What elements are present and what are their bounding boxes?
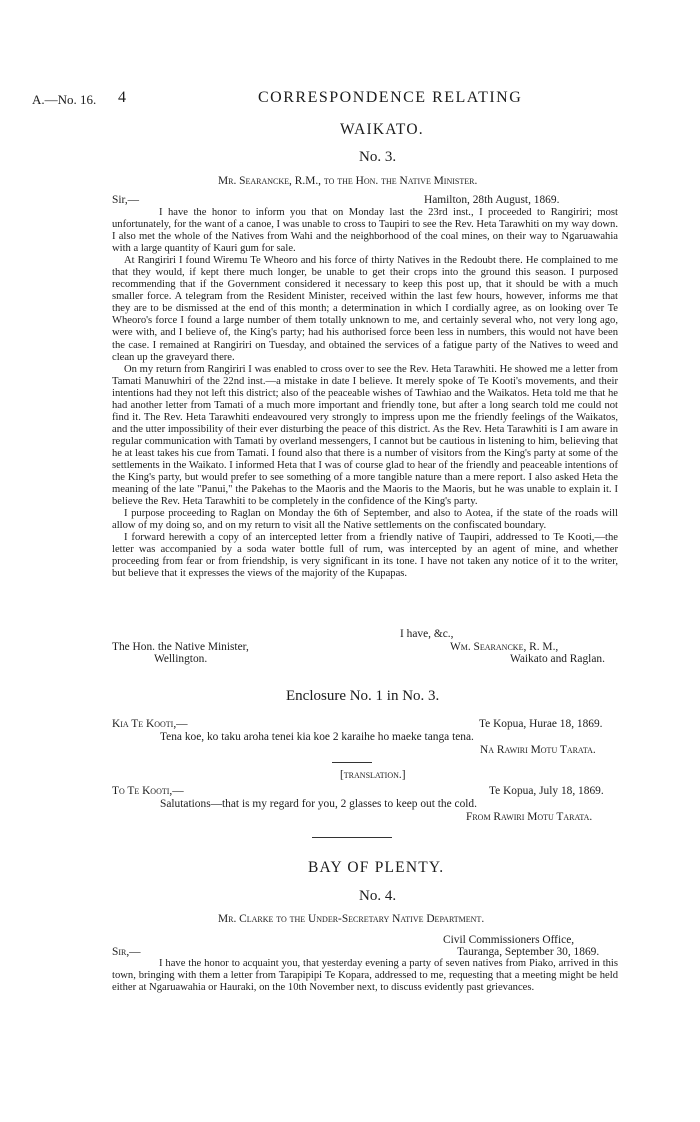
letter-heading-4: Mr. Clarke to the Under-Secretary Native Department. [218,913,485,925]
letter-heading-3: Mr. Searancke, R.M., to the Hon. the Native Minister. [218,175,478,187]
page-number: 4 [118,89,126,106]
salutation-4: Sir,— [112,946,141,958]
maori-body: Tena koe, ko taku aroha tenei kia koe 2 karaihe ho maeke tanga tena. [160,731,474,743]
document-reference: A.—No. 16. [32,92,97,107]
english-signature: From Rawiri Motu Tarata. [466,811,593,823]
addressee: The Hon. the Native Minister, [112,641,249,653]
letter-body-4 [112,958,618,994]
paragraph: I purpose proceeding to Raglan on Monday the 6th of September, and also to Aotea, if the state of the roads will allow of my doing so, and on my return to visit all the Native settlements on the confiscated boundary. [112,508,618,532]
letter-number-4: No. 4. [359,888,397,904]
dateline-3: Hamilton, 28th August, 1869. [424,194,560,206]
salutation-3: Sir,— [112,194,140,206]
paragraph: On my return from Rangiriri I was enabled to cross over to see the Rev. Heta Tarawhiti. He showed me a letter from Tamati Manuwhiri of the 22nd inst.—a mistake in date I believe. It merely spoke of Te Kooti's movements, and their intentions had they not left this district; also of the peaceable wishes of Tawhiao and the Waikatos. Heta told me that he had another letter from Tamati of a much more important and friendly tone, but after a long search told me could not find it. The Rev. Heta Tarawhiti endeavoured very strongly to impress upon me the friendly feelings of the Waikatos, and the utter impossibility of their ever disturbing the peace of this district. As the Rev. Heta Tarawhiti is I am aware in regular communication with Tamati by overland messengers, I cannot but be cautious in listening to him, believing that he at least takes his cue from Tamati. I found also that there is a number of visitors from the King's party at some of the settlements in the Waikato. I informed Heta that I was of course glad to hear of the friendly and peaceable intentions of the King's party, but would prefer to see something of a more tangible nature than a mere report. I also asked Heta the meaning of the late "Panui," the Pakehas to the Maoris and the Maoris to the Maoris, but he was unable to explain it. I believe the Rev. Heta Tarawhiti to be completely in the confidence of the King's party. [112,363,618,508]
section-title-waikato: WAIKATO. [340,121,424,138]
addressee-place: Wellington. [154,653,208,665]
enclosure-title: Enclosure No. 1 in No. 3. [286,688,440,704]
maori-signature: Na Rawiri Motu Tarata. [480,744,596,756]
english-dateline: Te Kopua, July 18, 1869. [489,785,604,797]
paragraph: I have the honor to acquaint you, that yesterday evening a party of seven natives from Piako, arrived in this town, bringing with them a letter from Tarapipipi Te Kopara, addressed to me, requesting that a meeting might be held either at Ngaruawahia or Hauraki, on the 10th November next, to discuss evidently past grievances. [112,958,618,994]
english-body: Salutations—that is my regard for you, 2 glasses to keep out the cold. [160,798,477,810]
english-addressee: To Te Kooti,— [112,785,184,797]
closing: I have, &c., [400,628,454,640]
section-title-bay-of-plenty: BAY OF PLENTY. [308,859,445,876]
letter-body-3 [112,207,618,580]
paragraph: I forward herewith a copy of an intercepted letter from a friendly native of Taupiri, addressed to Te Kooti,—the letter was accompanied by a soda water bottle full of rum, was intercepted by an agent of mine, and whether proceeding from fear or from friendship, is very significant in its tone. I have not taken any notice of it to the writer, but believe that it expresses the views of the majority of the Kupapas. [112,532,618,580]
letter-number-3: No. 3. [359,149,397,165]
paragraph: I have the honor to inform you that on Monday last the 23rd inst., I proceeded to Rangiriri; most unfortunately, for the want of a canoe, I was unable to cross to Taupiri to see the Rev. Heta Tarawhiti on my way down. I also met the whole of the Natives from Wahi and the neighborhood of the coal mines, on their way to Ngaruawahia with a large quantity of Kauri gum for sale. [112,207,618,255]
running-title: CORRESPONDENCE RELATING [258,89,523,106]
dateline-4: Tauranga, September 30, 1869. [457,946,600,958]
paragraph: At Rangiriri I found Wiremu Te Wheoro and his force of thirty Natives in the Redoubt there. He complained to me that they would, if kept there much longer, be unable to get their crops into the ground this season. I purposed recommending that if the Government considered it necessary to keep this post up, that it should be with a much smaller force. A telegram from the Resident Minister, received within the last few hours, however, informs me that they are to be dismissed at the end of this month; a determination in which I cordially agree, as on looking over Te Wheoro's force I found a large number of them totally unknown to me, and certainly several who, not very long ago, were with, and I believe of, the King's party; had his authorised force been less in numbers, this would not have been the case. I remained at Rangiriri on Tuesday, and obtained the services of a fatigue party of the Natives to weed and clean up the graveyard there. [112,255,618,363]
office: Civil Commissioners Office, [443,934,575,946]
section-divider-rule [312,837,392,838]
maori-dateline: Te Kopua, Hurae 18, 1869. [479,718,603,730]
divider-rule [332,762,372,763]
signature-title: Waikato and Raglan. [510,653,605,665]
translation-label: [translation.] [340,769,406,781]
signature: Wm. Searancke, R. M., [450,641,559,653]
maori-addressee: Kia Te Kooti,— [112,718,188,730]
